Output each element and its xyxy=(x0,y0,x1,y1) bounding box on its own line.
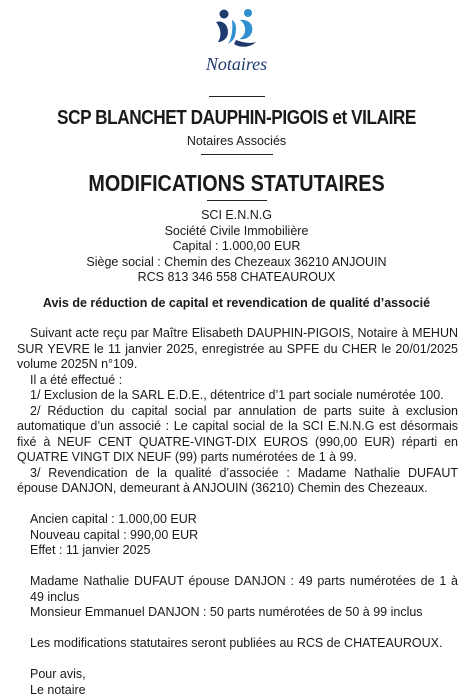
page-title: MODIFICATIONS STATUTAIRES xyxy=(33,170,440,197)
divider xyxy=(207,200,267,201)
notaires-logo xyxy=(0,6,473,76)
signature: Le notaire xyxy=(17,683,458,698)
divider xyxy=(201,154,273,155)
company-name: SCI E.N.N.G xyxy=(0,208,473,224)
notice-body xyxy=(17,326,458,698)
paragraph-intro: Suivant acte reçu par Maître Elisabeth DAUPHIN-PIGOIS, Notaire à MEHUN SUR YEVRE le 11 janvier 2025, enregistrée au SPFE du CHER le 20/01/2025 volume 2025N n°109. xyxy=(17,326,458,373)
paragraph-done: Il a été effectué : xyxy=(17,373,458,389)
closing: Pour avis, xyxy=(17,667,458,683)
company-rcs: RCS 813 346 558 CHATEAUROUX xyxy=(0,270,473,286)
logo-text: Notaires xyxy=(0,54,473,75)
paragraph-item3: 3/ Revendication de la qualité d’associée : Madame Nathalie DUFAUT épouse DANJON, demeurant à ANJOUIN (36210) Chemin des Chezeaux. xyxy=(17,466,458,497)
partner-1: Madame Nathalie DUFAUT épouse DANJON : 49 parts numérotées de 1 à 49 inclus xyxy=(17,574,458,605)
old-capital: Ancien capital : 1.000,00 EUR xyxy=(17,512,458,528)
effect-date: Effet : 11 janvier 2025 xyxy=(17,543,458,559)
notaires-emblem-icon xyxy=(206,6,266,52)
company-type: Société Civile Immobilière xyxy=(0,224,473,240)
company-info xyxy=(0,208,473,286)
partner-2: Monsieur Emmanuel DANJON : 50 parts numérotées de 50 à 99 inclus xyxy=(17,605,458,621)
divider xyxy=(209,96,265,97)
paragraph-item2: 2/ Réduction du capital social par annulation de parts suite à exclusion automatique d’un associé : Le capital social de la SCI E.N.N.G est désormais fixé à NEUF CENT QUATRE-VINGT-DIX EUROS (990,00 EUR) réparti en QUATRE VINGT DIX NEUF (99) parts numérotées de 1 à 99. xyxy=(17,404,458,466)
company-seat: Siège social : Chemin des Chezeaux 36210 ANJOUIN xyxy=(0,255,473,271)
new-capital: Nouveau capital : 990,00 EUR xyxy=(17,528,458,544)
company-capital: Capital : 1.000,00 EUR xyxy=(0,239,473,255)
notice-heading: Avis de réduction de capital et revendication de qualité d’associé xyxy=(0,296,473,310)
firm-name: SCP BLANCHET DAUPHIN-PIGOIS et VILAIRE xyxy=(33,107,440,130)
firm-subtitle: Notaires Associés xyxy=(0,134,473,148)
publication-note: Les modifications statutaires seront publiées au RCS de CHATEAUROUX. xyxy=(17,636,458,652)
paragraph-item1: 1/ Exclusion de la SARL E.D.E., détentrice d’1 part sociale numérotée 100. xyxy=(17,388,458,404)
